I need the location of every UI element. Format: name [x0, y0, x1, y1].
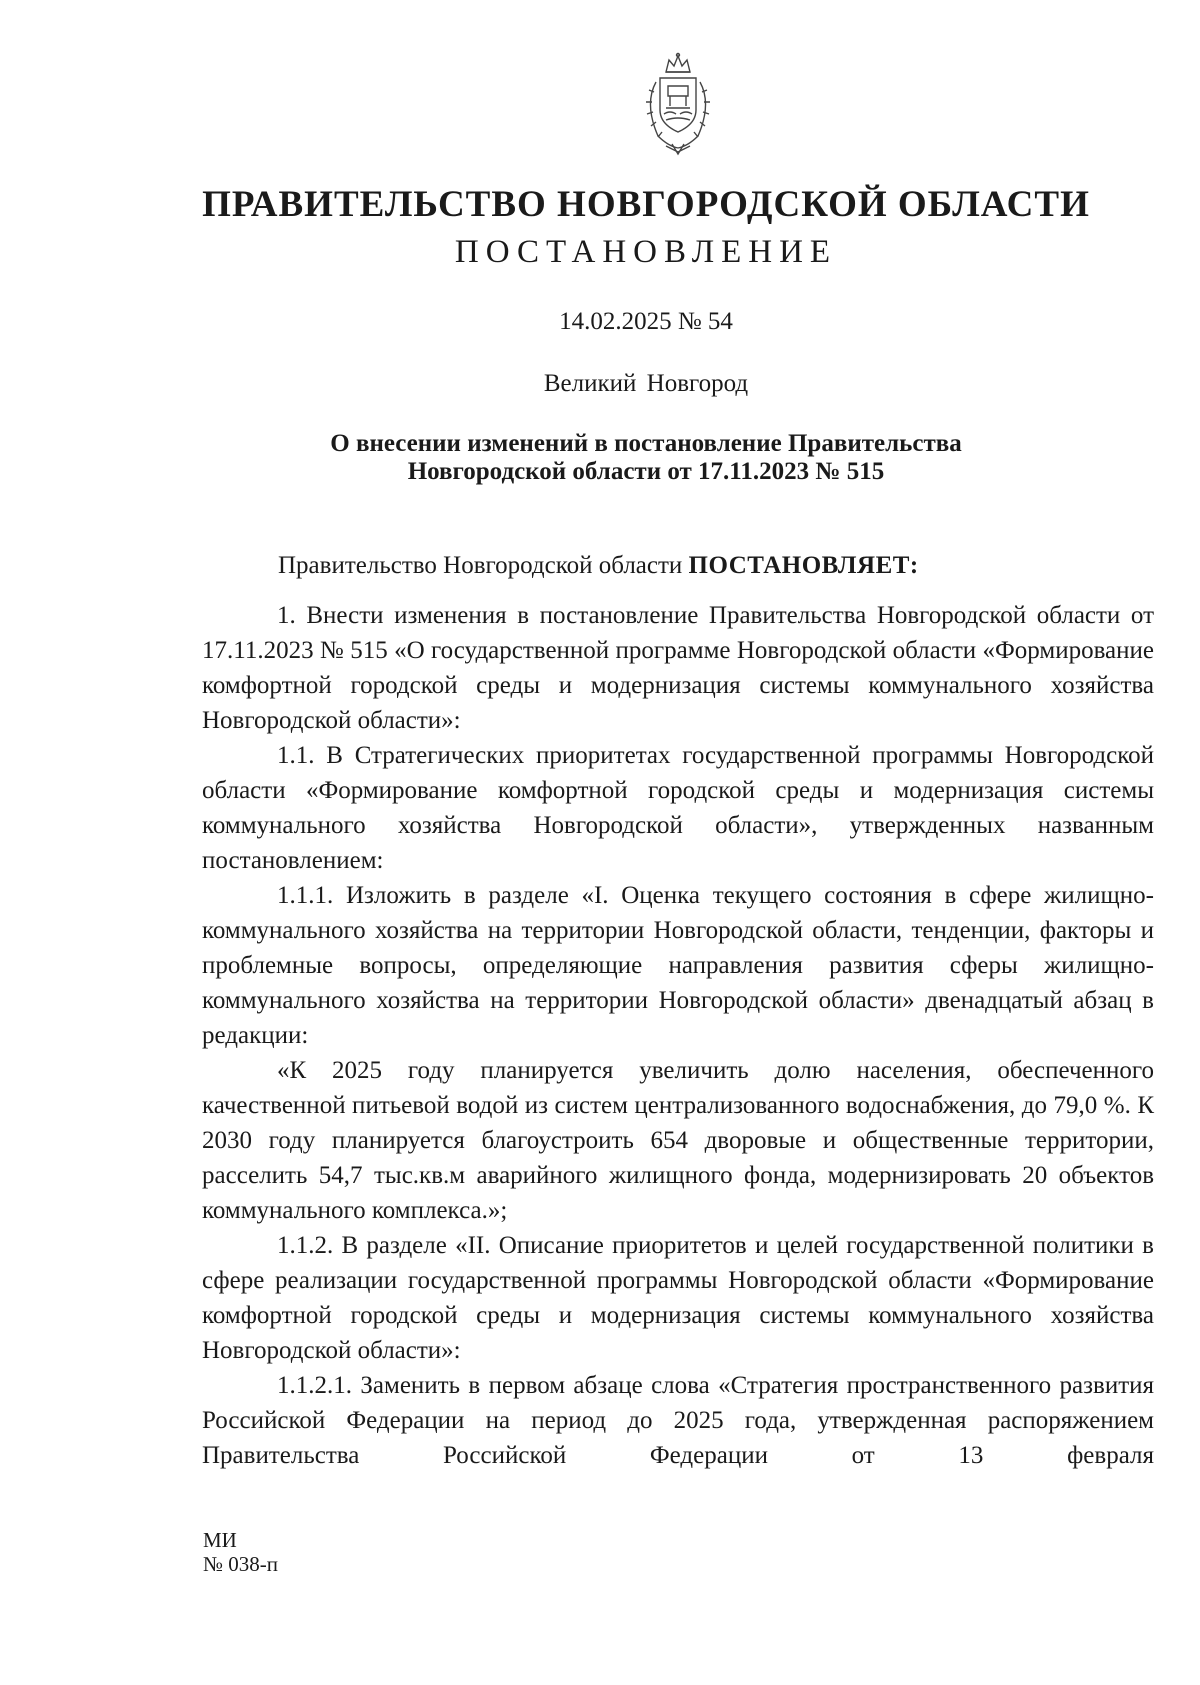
paragraph-1-1-1: 1.1.1. Изложить в разделе «I. Оценка текущего состояния в сфере жилищно-коммунального хозяйства на территории Новгородской области, тенденции, факторы и проблемные вопросы, определяющие направления развития сферы жилищно-коммунального хозяйства на территории Новгородской области» двенадцатый абзац в редакции: — [202, 882, 1154, 1049]
paragraph-1: 1. Внести изменения в постановление Правительства Новгородской области от 17.11.2023 № 515 «О государственной программе Новгородской области «Формирование комфортной городской среды и модернизация системы коммунального хозяйства Новгородской области»: — [202, 602, 1154, 734]
intro-text: Правительство Новгородской области — [278, 552, 689, 579]
paragraph-1-1-2-1: 1.1.2.1. Заменить в первом абзаце слова «Стратегия пространственного развития Российской Федерации на период до 2025 года, утвержденная распоряжением Правительства Российской Федерации от 13 февраля — [202, 1372, 1154, 1469]
footer-code — [203, 1528, 278, 1576]
crest-icon — [636, 52, 720, 156]
subject-line-2: Новгородской области от 17.11.2023 № 515 — [407, 458, 885, 485]
paragraph-1-1-2: 1.1.2. В разделе «II. Описание приоритетов и целей государственной политики в сфере реализации государственной программы Новгородской области «Формирование комфортной городской среды и модернизация системы коммунального хозяйства Новгородской области»: — [202, 1232, 1154, 1364]
document-subject — [92, 430, 1200, 486]
organization-title: ПРАВИТЕЛЬСТВО НОВГОРОДСКОЙ ОБЛАСТИ — [202, 184, 1090, 225]
document-place: Великий Новгород — [543, 370, 749, 397]
document-type: ПОСТАНОВЛЕНИЕ — [454, 234, 838, 270]
paragraph-quote: «К 2025 году планируется увеличить долю населения, обеспеченного качественной питьевой водой из систем централизованного водоснабжения, до 79,0 %. К 2030 году планируется благоустроить 654 дворовые и общественные территории, расселить 54,7 тыс.кв.м аварийного жилищного фонда, модернизировать 20 объектов коммунального комплекса.»; — [202, 1057, 1154, 1224]
subject-line-1: О внесении изменений в постановление Правительства — [330, 430, 962, 457]
footer-number: № 038-п — [203, 1552, 279, 1576]
paragraph-1-1: 1.1. В Стратегических приоритетах государственной программы Новгородской области «Формирование комфортной городской среды и модернизация системы коммунального хозяйства Новгородской области», утвержденных названным постановлением: — [202, 742, 1154, 874]
footer-initials: МИ — [203, 1528, 237, 1552]
document-date-number: 14.02.2025 № 54 — [559, 308, 733, 335]
intro-emphasis: ПОСТАНОВЛЯЕТ: — [688, 552, 919, 579]
intro-statement — [278, 552, 919, 580]
document-body — [202, 598, 1154, 1473]
